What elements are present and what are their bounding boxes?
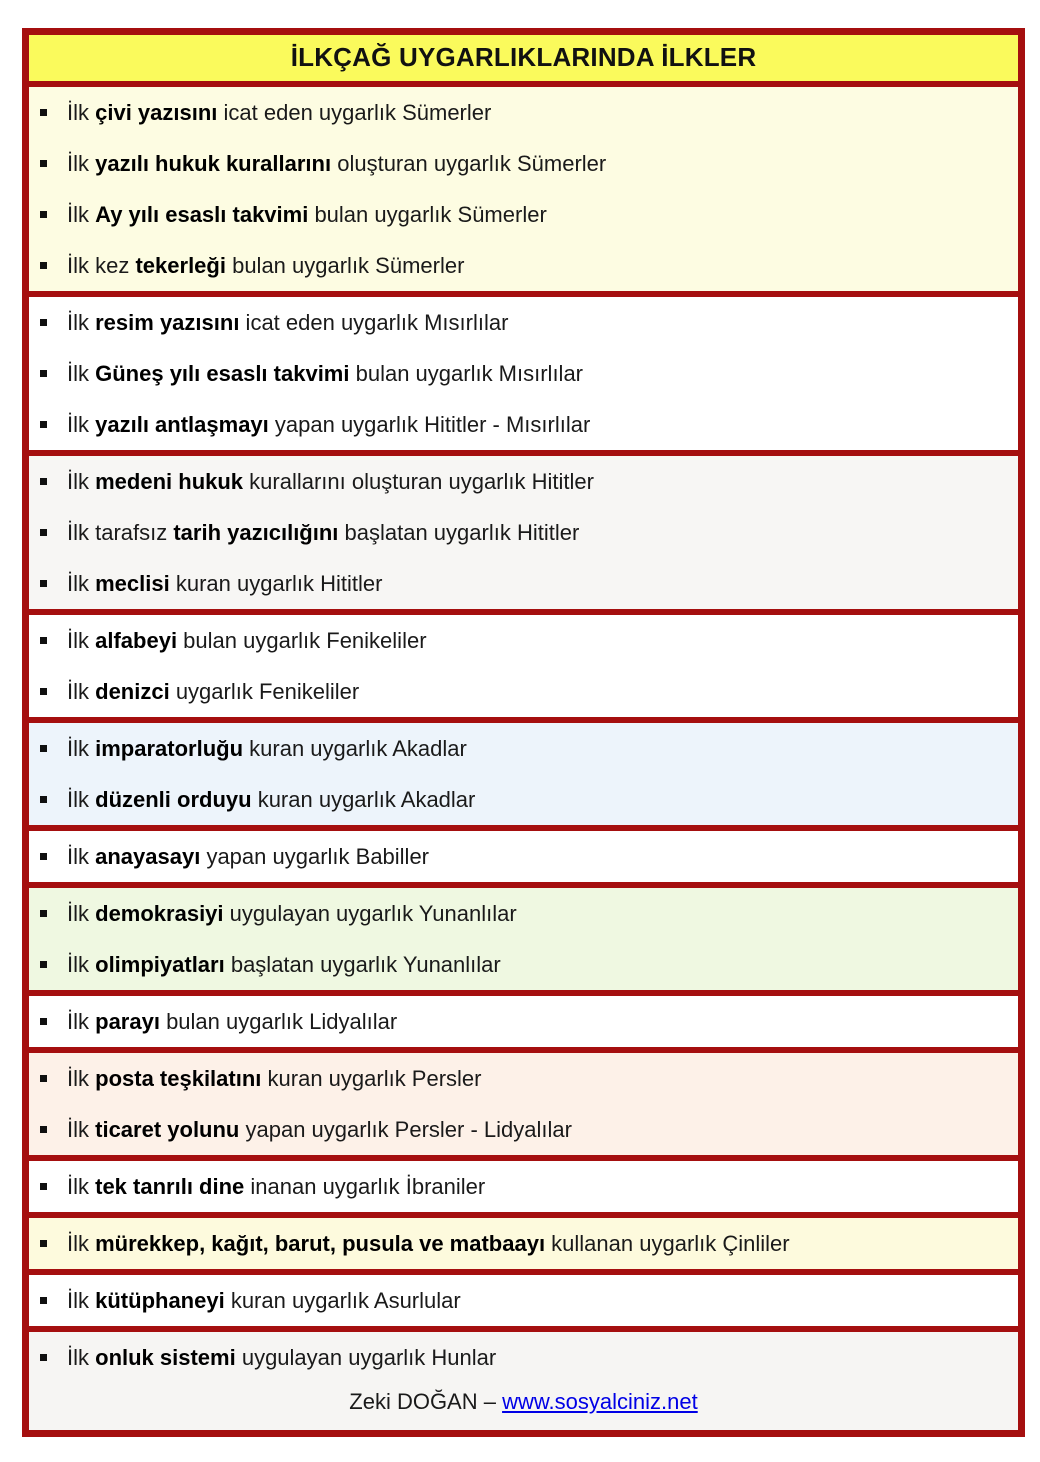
list-item bbox=[29, 831, 1018, 882]
item-text: İlk onluk sistemi uygulayan uygarlık Hunlar bbox=[67, 1345, 497, 1370]
item-text: İlk Ay yılı esaslı takvimi bulan uygarlık Sümerler bbox=[67, 202, 547, 227]
item-text: İlk yazılı hukuk kurallarını oluşturan uygarlık Sümerler bbox=[67, 151, 607, 176]
bullet-square-icon bbox=[40, 637, 47, 644]
bullet-square-icon bbox=[40, 211, 47, 218]
item-text: İlk anayasayı yapan uygarlık Babiller bbox=[67, 844, 430, 869]
bullet-square-icon bbox=[40, 688, 47, 695]
item-text: İlk meclisi kuran uygarlık Hititler bbox=[67, 571, 383, 596]
list-item bbox=[29, 996, 1018, 1047]
bullet-square-icon bbox=[40, 1126, 47, 1133]
list-item bbox=[29, 1218, 1018, 1269]
list-item bbox=[29, 1161, 1018, 1212]
sections bbox=[29, 87, 1018, 1430]
list-item bbox=[29, 456, 1018, 507]
bullet-square-icon bbox=[40, 319, 47, 326]
list-item bbox=[29, 1053, 1018, 1104]
list-item bbox=[29, 1332, 1018, 1383]
list-item bbox=[29, 888, 1018, 939]
section-10 bbox=[29, 1161, 1018, 1218]
item-text: İlk kez tekerleği bulan uygarlık Sümerler bbox=[67, 253, 465, 278]
page-title: İLKÇAĞ UYGARLIKLARINDA İLKLER bbox=[290, 42, 757, 72]
item-text: İlk çivi yazısını icat eden uygarlık Sümerler bbox=[67, 100, 492, 125]
bullet-square-icon bbox=[40, 1240, 47, 1247]
item-text: İlk posta teşkilatını kuran uygarlık Persler bbox=[67, 1066, 482, 1091]
bullet-square-icon bbox=[40, 160, 47, 167]
item-text: İlk kütüphaneyi kuran uygarlık Asurlular bbox=[67, 1288, 461, 1313]
section-12 bbox=[29, 1275, 1018, 1332]
bullet-square-icon bbox=[40, 910, 47, 917]
bullet-square-icon bbox=[40, 1075, 47, 1082]
bullet-square-icon bbox=[40, 421, 47, 428]
section-1 bbox=[29, 87, 1018, 297]
list-item bbox=[29, 774, 1018, 825]
item-text: İlk ticaret yolunu yapan uygarlık Persler - Lidyalılar bbox=[67, 1117, 572, 1142]
bullet-square-icon bbox=[40, 1183, 47, 1190]
bullet-square-icon bbox=[40, 580, 47, 587]
list-item bbox=[29, 1104, 1018, 1155]
item-text: İlk mürekkep, kağıt, barut, pusula ve matbaayı kullanan uygarlık Çinliler bbox=[67, 1231, 790, 1256]
table-header bbox=[29, 35, 1018, 87]
bullet-square-icon bbox=[40, 262, 47, 269]
list-item bbox=[29, 240, 1018, 291]
item-text: İlk Güneş yılı esaslı takvimi bulan uygarlık Mısırlılar bbox=[67, 361, 584, 386]
section-11 bbox=[29, 1218, 1018, 1275]
bullet-square-icon bbox=[40, 853, 47, 860]
item-text: İlk parayı bulan uygarlık Lidyalılar bbox=[67, 1009, 398, 1034]
section-5 bbox=[29, 723, 1018, 831]
footer-link[interactable]: www.sosyalciniz.net bbox=[502, 1389, 698, 1414]
list-item bbox=[29, 939, 1018, 990]
item-text: İlk medeni hukuk kurallarını oluşturan uygarlık Hititler bbox=[67, 469, 594, 494]
bullet-square-icon bbox=[40, 478, 47, 485]
bullet-square-icon bbox=[40, 529, 47, 536]
bullet-square-icon bbox=[40, 796, 47, 803]
item-text: İlk resim yazısını icat eden uygarlık Mısırlılar bbox=[67, 310, 509, 335]
section-9 bbox=[29, 1053, 1018, 1161]
list-item bbox=[29, 87, 1018, 138]
item-text: İlk denizci uygarlık Fenikeliler bbox=[67, 679, 360, 704]
firsts-table bbox=[22, 28, 1025, 1437]
list-item bbox=[29, 348, 1018, 399]
item-text: İlk imparatorluğu kuran uygarlık Akadlar bbox=[67, 736, 467, 761]
list-item bbox=[29, 1275, 1018, 1326]
section-3 bbox=[29, 456, 1018, 615]
item-text: İlk tek tanrılı dine inanan uygarlık İbraniler bbox=[67, 1174, 486, 1199]
list-item bbox=[29, 666, 1018, 717]
list-item bbox=[29, 615, 1018, 666]
section-2 bbox=[29, 297, 1018, 456]
item-text: İlk tarafsız tarih yazıcılığını başlatan uygarlık Hititler bbox=[67, 520, 580, 545]
section-4 bbox=[29, 615, 1018, 723]
list-item bbox=[29, 138, 1018, 189]
footer bbox=[29, 1383, 1018, 1430]
bullet-square-icon bbox=[40, 109, 47, 116]
bullet-square-icon bbox=[40, 1297, 47, 1304]
item-text: İlk yazılı antlaşmayı yapan uygarlık Hititler - Mısırlılar bbox=[67, 412, 591, 437]
item-text: İlk alfabeyi bulan uygarlık Fenikeliler bbox=[67, 628, 427, 653]
section-7 bbox=[29, 888, 1018, 996]
bullet-square-icon bbox=[40, 961, 47, 968]
section-13 bbox=[29, 1332, 1018, 1430]
list-item bbox=[29, 399, 1018, 450]
bullet-square-icon bbox=[40, 745, 47, 752]
list-item bbox=[29, 297, 1018, 348]
footer-author: Zeki DOĞAN – bbox=[349, 1389, 503, 1414]
section-6 bbox=[29, 831, 1018, 888]
section-8 bbox=[29, 996, 1018, 1053]
item-text: İlk demokrasiyi uygulayan uygarlık Yunanlılar bbox=[67, 901, 517, 926]
bullet-square-icon bbox=[40, 1018, 47, 1025]
list-item bbox=[29, 558, 1018, 609]
item-text: İlk olimpiyatları başlatan uygarlık Yunanlılar bbox=[67, 952, 501, 977]
list-item bbox=[29, 723, 1018, 774]
item-text: İlk düzenli orduyu kuran uygarlık Akadlar bbox=[67, 787, 476, 812]
list-item bbox=[29, 189, 1018, 240]
list-item bbox=[29, 507, 1018, 558]
bullet-square-icon bbox=[40, 370, 47, 377]
bullet-square-icon bbox=[40, 1354, 47, 1361]
